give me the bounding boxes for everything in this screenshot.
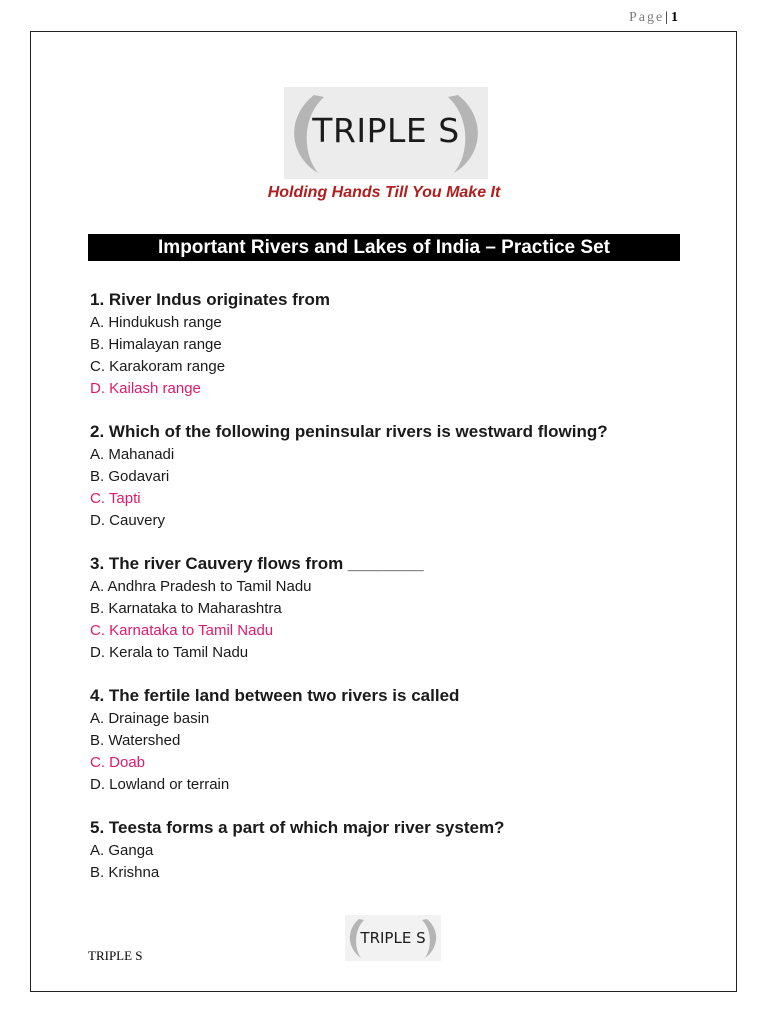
correct-answer-option: C. Tapti <box>90 490 141 507</box>
answer-option: A. Andhra Pradesh to Tamil Nadu <box>90 578 312 595</box>
question-text: 4. The fertile land between two rivers is called <box>90 686 460 705</box>
page-number: 1 <box>671 10 678 25</box>
question-block <box>90 552 690 664</box>
page-label: Page <box>628 10 665 25</box>
answer-option: D. Lowland or terrain <box>90 776 230 793</box>
answer-option: B. Godavari <box>90 468 170 485</box>
answer-option: A. Hindukush range <box>90 314 222 331</box>
answer-option: D. Kerala to Tamil Nadu <box>90 644 249 661</box>
answer-option: B. Himalayan range <box>90 336 222 353</box>
answer-option: B. Karnataka to Maharashtra <box>90 600 282 617</box>
answer-option: A. Mahanadi <box>90 446 175 463</box>
question-block <box>90 684 690 796</box>
answer-option: C. Karakoram range <box>90 358 226 375</box>
answer-option: B. Krishna <box>90 864 160 881</box>
question-block <box>90 816 690 884</box>
answer-option: B. Watershed <box>90 732 181 749</box>
answer-option: D. Cauvery <box>90 512 166 529</box>
question-text: 3. The river Cauvery flows from ________ <box>90 554 424 573</box>
question-text: 5. Teesta forms a part of which major river system? <box>90 818 505 837</box>
page-separator: | <box>665 10 668 25</box>
document-title: Important Rivers and Lakes of India – Practice Set <box>88 234 680 261</box>
correct-answer-option: D. Kailash range <box>90 380 201 397</box>
correct-answer-option: C. Doab <box>90 754 146 771</box>
triple-s-logo <box>284 87 488 179</box>
tagline: Holding Hands Till You Make It <box>267 184 501 201</box>
logo-text: TRIPLE S <box>312 111 460 150</box>
answer-option: A. Drainage basin <box>90 710 210 727</box>
question-block <box>90 420 690 532</box>
footer-text: TRIPLE S <box>88 948 143 963</box>
page-number-header <box>629 10 678 26</box>
answer-option: A. Ganga <box>90 842 154 859</box>
question-block <box>90 288 690 400</box>
question-text: 2. Which of the following peninsular rivers is westward flowing? <box>90 422 608 441</box>
question-list <box>90 288 690 904</box>
footer-logo-text: TRIPLE S <box>360 929 426 947</box>
correct-answer-option: C. Karnataka to Tamil Nadu <box>90 622 274 639</box>
footer-logo <box>345 915 441 961</box>
question-text: 1. River Indus originates from <box>90 290 330 309</box>
